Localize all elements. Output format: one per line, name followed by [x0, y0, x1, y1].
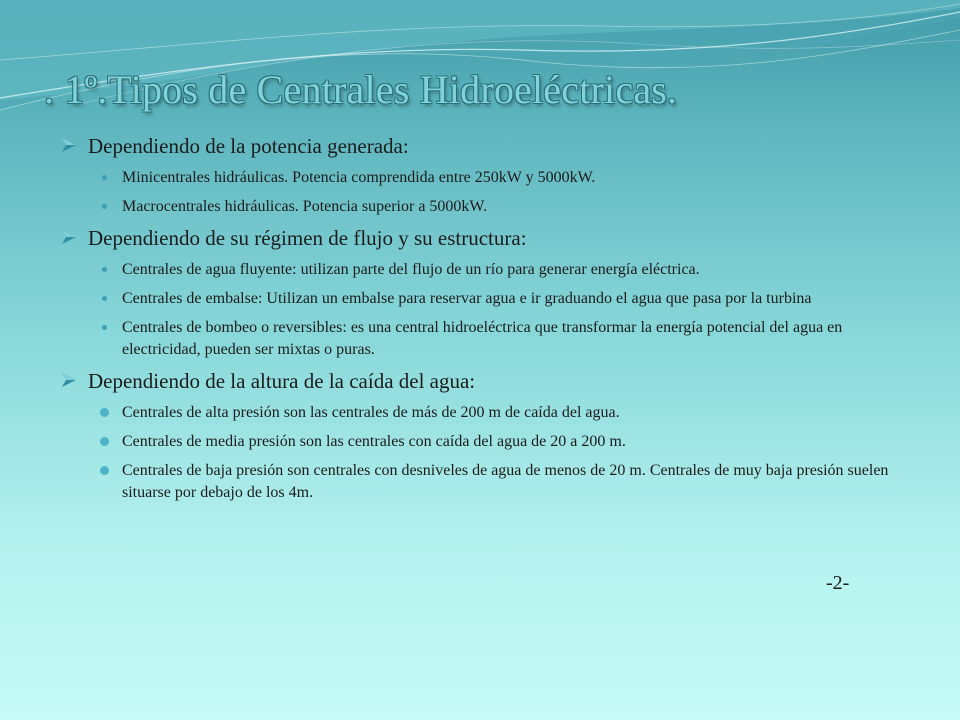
- arrow-bullet-icon: [60, 136, 78, 154]
- section-heading-text: Dependiendo de la altura de la caída del agua:: [88, 369, 476, 393]
- list-item: Centrales de baja presión son centrales con desniveles de agua de menos de 20 m. Centrales de muy baja presión suelen situarse por debajo de los 4m.: [122, 460, 920, 504]
- bullet-dot-icon: [102, 204, 107, 209]
- bullet-dot-icon: [100, 466, 109, 475]
- slide-content: [60, 133, 920, 511]
- section-heading: [60, 225, 920, 251]
- page-number: -2-: [826, 572, 850, 594]
- bullet-dot-icon: [100, 408, 109, 417]
- section-heading-text: Dependiendo de su régimen de flujo y su estructura:: [88, 226, 527, 250]
- list-item: Centrales de media presión son las centrales con caída del agua de 20 a 200 m.: [122, 431, 920, 453]
- section-heading: [60, 368, 920, 394]
- bullet-dot-icon: [102, 325, 107, 330]
- bullet-dot-icon: [102, 296, 107, 301]
- section-flow: [60, 225, 920, 361]
- section-height: [60, 368, 920, 504]
- list-item: Minicentrales hidráulicas. Potencia comprendida entre 250kW y 5000kW.: [122, 167, 920, 189]
- arrow-bullet-icon: [60, 228, 78, 246]
- list-item: Centrales de agua fluyente: utilizan parte del flujo de un río para generar energía eléctrica.: [122, 259, 920, 281]
- bullet-dot-icon: [100, 437, 109, 446]
- bullet-dot-icon: [102, 175, 107, 180]
- section-heading-text: Dependiendo de la potencia generada:: [88, 134, 409, 158]
- slide-title: . 1º.Tipos de Centrales Hidroeléctricas.: [44, 67, 678, 112]
- arrow-bullet-icon: [60, 371, 78, 389]
- bullet-dot-icon: [102, 267, 107, 272]
- list-item: Centrales de alta presión son las centrales de más de 200 m de caída del agua.: [122, 402, 920, 424]
- list-item: Centrales de bombeo o reversibles: es una central hidroeléctrica que transformar la energía potencial del agua en electricidad, pueden ser mixtas o puras.: [122, 317, 920, 361]
- list-item: Centrales de embalse: Utilizan un embalse para reservar agua e ir graduando el agua que pasa por la turbina: [122, 288, 920, 310]
- section-heading: [60, 133, 920, 159]
- list-item: Macrocentrales hidráulicas. Potencia superior a 5000kW.: [122, 196, 920, 218]
- section-power: [60, 133, 920, 218]
